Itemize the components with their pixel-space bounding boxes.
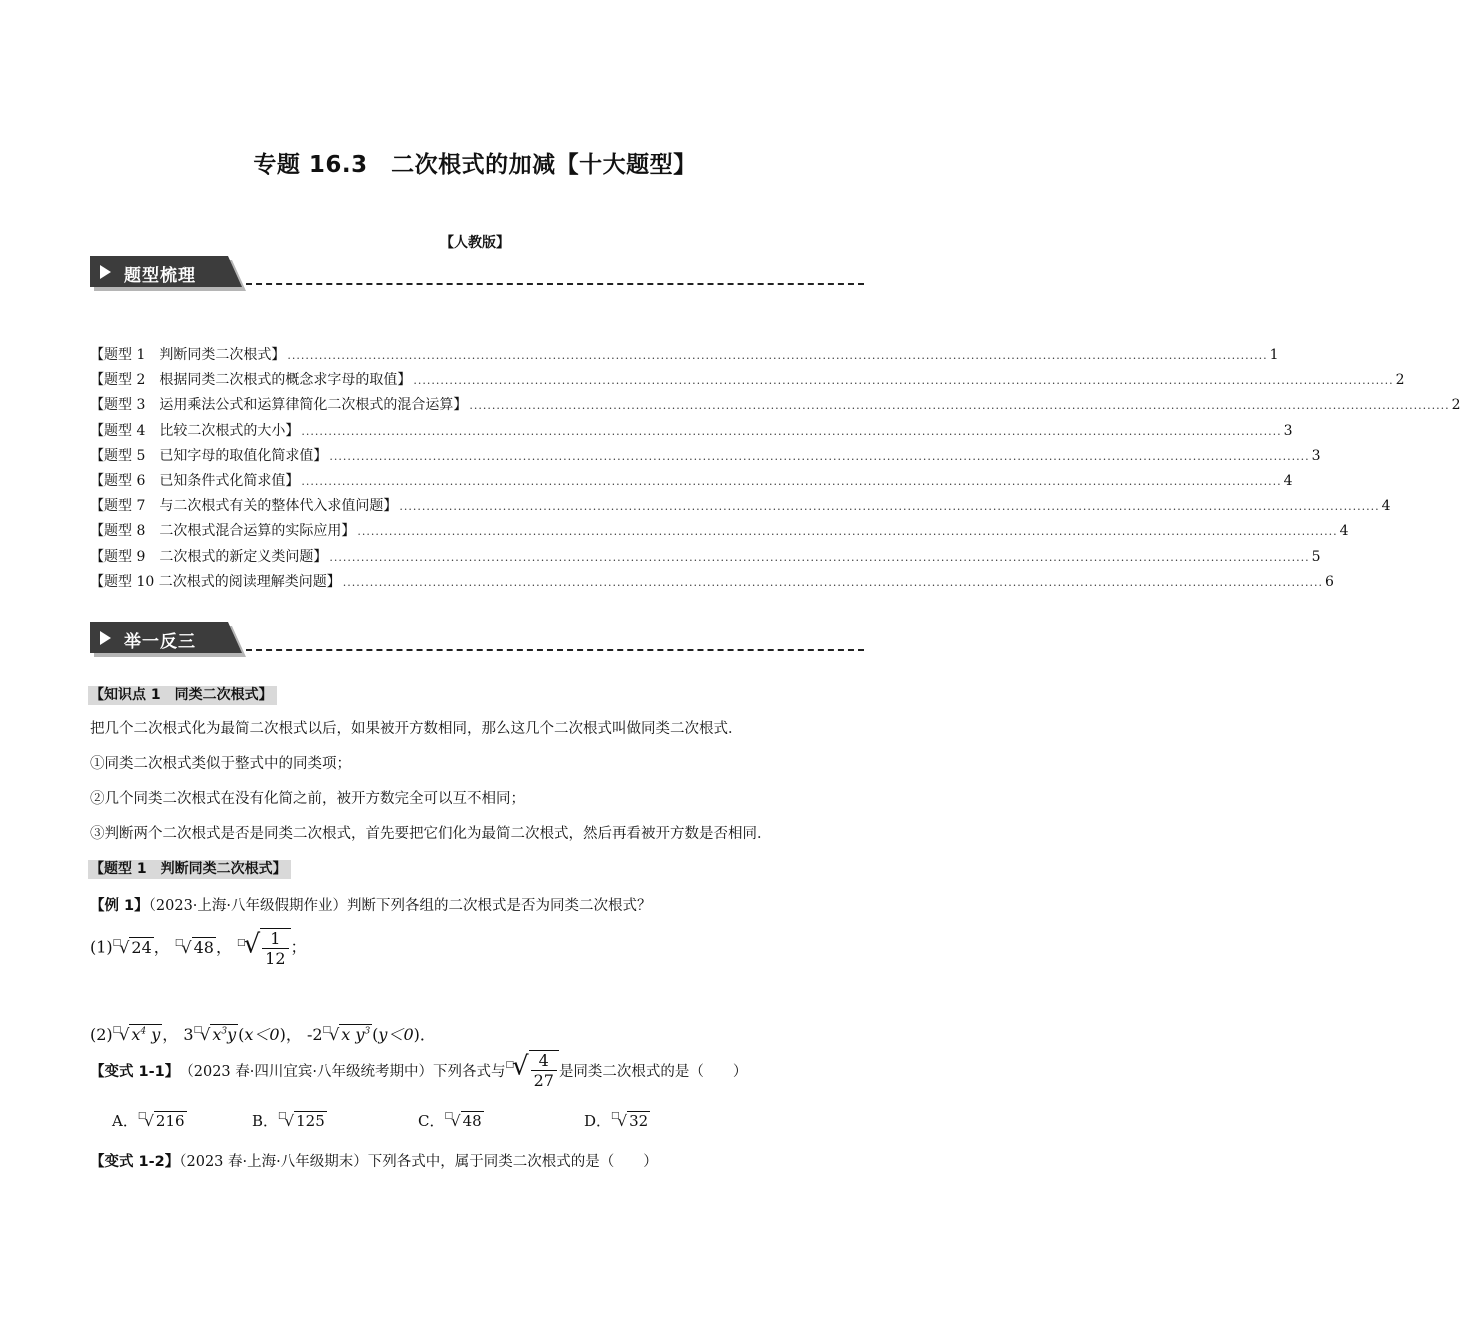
- sqrt-4-27: □√ $\frac{4}{27}$: [505, 1050, 558, 1090]
- section-banner-toc: [90, 256, 864, 290]
- toc-item[interactable]: 【题型 6 已知条件式化简求值】 .......................................................................................................................................................................................................................... 4: [90, 472, 1293, 489]
- toc-item[interactable]: 【题型 8 二次根式混合运算的实际应用】 .......................................................................................................................................................................................................................... 4: [90, 523, 1349, 540]
- toc-item[interactable]: 【题型 3 运用乘法公式和运算律简化二次根式的混合运算】 .......................................................................................................................................................................................................................... 2: [90, 397, 1461, 414]
- example-1-q1: (1)□√ 24 ， □√ 48 ， □√ $\frac{1}{12}$ ；: [90, 929, 307, 968]
- toc-item[interactable]: 【题型 2 根据同类二次根式的概念求字母的取值】 .......................................................................................................................................................................................................................... 2: [90, 372, 1405, 389]
- section-banner-practice: [90, 622, 864, 656]
- knowledge-line: ③判断两个二次根式是否是同类二次根式，首先要把它们化为最简二次根式，然后再看被开方数是否相同．: [90, 826, 772, 842]
- sqrt-x3y: □√ $x^3y$: [193, 1025, 237, 1044]
- banner-label: 题型梳理: [124, 266, 196, 286]
- sqrt-x4y: □√ $x^4$ y: [112, 1025, 161, 1044]
- toc-item[interactable]: 【题型 5 已知字母的取值化简求值】 .......................................................................................................................................................................................................................... 3: [90, 447, 1321, 464]
- example-1: 【例 1】（2023·上海·八年级假期作业）判断下列各组的二次根式是否为同类二次根式？: [90, 898, 652, 914]
- toc-item[interactable]: 【题型 10 二次根式的阅读理解类问题】 .......................................................................................................................................................................................................................... 6: [90, 573, 1334, 590]
- variant-1-1: 【变式 1-1】 （2023 春·四川宜宾·八年级统考期中）下列各式与 □√ $\frac{4}{27}$ 是同类二次根式的是（ ）: [90, 1051, 748, 1090]
- knowledge-line: ①同类二次根式类似于整式中的同类项；: [90, 756, 351, 772]
- toc-item[interactable]: 【题型 4 比较二次根式的大小】 .......................................................................................................................................................................................................................... 3: [90, 422, 1293, 439]
- edition-label: 【人教版】: [440, 235, 510, 251]
- variant-1-2: 【变式 1-2】（2023 春·上海·八年级期末）下列各式中，属于同类二次根式的是（ ）: [90, 1154, 658, 1170]
- sqrt-xy3: □√ x $y^3$: [322, 1025, 371, 1044]
- option-d[interactable]: D．□√ 32: [584, 1111, 649, 1130]
- page-title: 专题 16.3 二次根式的加减【十大题型】: [253, 152, 697, 178]
- sqrt-48: □√ 48: [174, 937, 214, 957]
- toc-item[interactable]: 【题型 9 二次根式的新定义类问题】 .......................................................................................................................................................................................................................... 5: [90, 548, 1321, 565]
- dashed-divider: [246, 283, 864, 285]
- play-triangle-icon: [100, 631, 111, 645]
- dashed-divider: [246, 649, 864, 651]
- sqrt-24: □√ 24: [112, 937, 152, 957]
- table-of-contents: [90, 344, 1461, 596]
- option-a[interactable]: A．□√ 216: [112, 1111, 185, 1130]
- toc-item[interactable]: 【题型 7 与二次根式有关的整体代入求值问题】 .......................................................................................................................................................................................................................... 4: [90, 498, 1391, 515]
- example-1-q2: (2)□√ $x^4$ y ， 3□√ $x^3y$ (x＜0)， -2□√ x $y^3$ (y＜0)．: [90, 1025, 436, 1044]
- banner-label: 举一反三: [124, 632, 196, 652]
- knowledge-heading: 【知识点 1 同类二次根式】: [88, 684, 277, 704]
- knowledge-line: 把几个二次根式化为最简二次根式以后，如果被开方数相同，那么这几个二次根式叫做同类二次根式．: [90, 721, 743, 737]
- type1-heading: 【题型 1 判断同类二次根式】: [88, 858, 291, 878]
- option-c[interactable]: C．□√ 48: [418, 1111, 482, 1130]
- option-b[interactable]: B．□√ 125: [252, 1111, 325, 1130]
- play-triangle-icon: [100, 265, 111, 279]
- sqrt-fraction: □√ $\frac{1}{12}$: [237, 928, 290, 968]
- toc-item[interactable]: 【题型 1 判断同类二次根式】 .......................................................................................................................................................................................................................... 1: [90, 347, 1279, 363]
- knowledge-line: ②几个同类二次根式在没有化简之前，被开方数完全可以互不相同；: [90, 791, 525, 807]
